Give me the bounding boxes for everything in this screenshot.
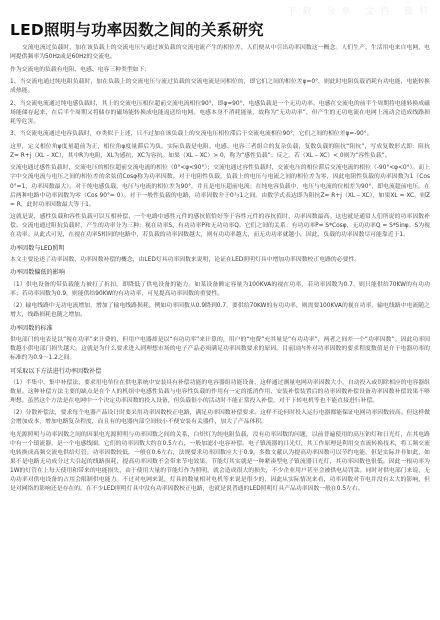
paragraph: （1）供电设备的带负载能力被打了折扣，即降低了供电设备的能力。如某设备额定容量为100KVA的视在功率，若功率因数为0.7，则只能供给70KW的有功功率；若功率因数为0.9，则能供给90KW的有功功率，可见提高功率因数的重要性。 bbox=[10, 281, 430, 297]
section-heading: 功率因数与LED照明 bbox=[10, 244, 65, 252]
document-title: LED照明与功率因数之间的关系研究 bbox=[10, 21, 264, 39]
watermark: 下载 分享 文档 资料 bbox=[287, 7, 434, 17]
paragraph: （2）分散补偿法，要求每个电器产品设计时要采用功率因数校正电路，满足功率因数补偿要求。这样不论何时投入运行电器都能保证电网功率因数较高。但这样做会增加成本，增加电路复杂程度，而且有的电器内部空间较小不便安装有关器件，加大了产品体积。 bbox=[10, 410, 430, 426]
paragraph: 这就是说，感性负载和容性负载可以互相补偿，一个电路中感性元件的感抗值恰好等于容性元件的容抗值时，功率因数最高。这也就是通常人们所说的功率因数补偿。交流电通过阻抗负载时，产生的功率分为三种：视在功率S、有功功率P和无功功率Q。它们之间的关系：有功功率P= S*Cosφ，无功功率Q = S*Sinφ。S为视在功率。从此式可见，在视在功率S相同的电路中，若负载的功率因数越大，则有功功率越大，而无功功率就越小。因此，负载的功率因数尽可能靠近于1。 bbox=[10, 214, 430, 239]
paragraph: 1、当交流电通过纯电阻负载时，加在负载上的交流电压与流过负载的交流电流是同相位的，即它们之间的相位差φ=0°，则此时电阻负载消耗有功电能，电能转换成热能。 bbox=[10, 79, 430, 95]
paragraph: （1）半集中、集中补偿法，要求用电单位在供电系统中安装具有补偿功能的电容器组功能设备，这样通过测量电网功率因数大小，自动投入或切除相应的电容器组数量。这种补偿方法主要的缺点是在个人的机组中电感性负载与电容性负载的作用有一定的抵消作用，安装补偿装置后的功率因数补偿设备功率因数补偿效果不够理想。虽然这个方法是在电网中一个决定功率因数的投入设备，但负载很小的活动时不能正常投入补偿，对于下转电机等也不能直接进行补偿。 bbox=[10, 379, 430, 404]
paragraph: 这里，定义相位角φ度量超前为正，相位角φ度量滞后为负。实际负载是电阻、电感、电容三者组合的复杂负载，复数负载的阻抗“阻抗”，写成复数形式即：阻抗Z= R+j（XL – XC），其中R为电阻，XL为感抗，XC为容抗。如果（XL – XC）> 0，称为“感性负载”；反之，若（XL – XC）< 0则为“容性负载”。 bbox=[10, 143, 430, 159]
paragraph: 本文主要论述了功率因数、功率因数补偿的概念，由LED灯具功率因数来说明，论证在LED照明灯具中增加功率因数校正电路的必要性。 bbox=[10, 257, 361, 263]
document-body bbox=[10, 44, 430, 498]
section-heading: 功率因数的标准 bbox=[10, 324, 53, 332]
paragraph: （2）输电线路中无功电流增加，增加了输电线路损耗。例如功率因数从0.9降到0.7，要供给70KW的有功功率，则需要100KVA的视在功率，输电线路中电流随之增大，线路损耗也随之增加。 bbox=[10, 303, 430, 319]
paragraph: 作为交流电的负载有电阻、电感、电容三种类型如下： bbox=[10, 66, 151, 73]
paragraph: 3、当交流电流通过电容负载时，亦类似于上述，只不过加在该负载上的交流电压相位滞后于交流电流相位90°，它们之间的相位差φ=-90°。 bbox=[10, 131, 373, 138]
paragraph: 供电部门的电表是以“视在功率”来计费的，但用户电器却是以“有功功率”来计算的，用户的“电费”充其量是“有功功率”，两者之间差一个“功率因数”。因此功率因数越小供电部门损失越大。这就是为什么要求进入到理想市场的电子产品必须满足功率因数要求的原因。目前国内外对功率因数的要求程度数值是介于电器功率的标准约为0.9～1.2之间。 bbox=[10, 336, 430, 362]
paragraph: 交流电流过负载时，加在该负载上的交流电压与通过该负载的交流电流产生的相位差，人们便从中引出功率因数这一概念。人们生产、生活用电来自电网，电网提供频率为50Hz或是60Hz的交流电。 bbox=[10, 45, 430, 61]
paragraph: 交流电通过感性负载时，交流电压的相位超前交流电流的相位（0°<φ<90°）；交流电通过容性负载时，交流电压的相位滞后交流电流的相位（-90°<φ<0°）。而上字中交流电流与电压之间的相位差的余弦值Cosφ称为功率因数。对于电阻性负载，负载上的电压与电流之间的相位差为零，因此电阻性负载的功率因数为1（Cos 0°=1，功率因数最大）。对于纯电感负载，电压与电流的相位差为90°，并且是电压超前电流；在纯电容负载中，电压与电流的位相差为90°，即电流超前电压。在后两种电路中功率因数为零（Cos 90°= 0）。对于一般性负载的电路，功率因数介于0与1之间。由数学式表达即为阻抗Z= R+j（XL – XC），如果XL = XC，则Z = R，此时功率因数最大等于1。 bbox=[10, 165, 430, 208]
section-heading: 可采取以下方法进行功率因数补偿 bbox=[10, 367, 102, 375]
paragraph: 2、当交流电流通过纯电感负载时，其上的交流电压相位超前交流电流相位90°，即φ=90°，电感负载是一个无功功率。电感在交流电的前半个周期将电能转换成磁场能储存起来，在后半个周期又将储存的磁场能转换成电能返送给电网。电感本身不消耗能量，故称为“无功功率”，但产生的无功电流在电网上流动会造成线路损耗等危害。 bbox=[10, 100, 430, 125]
paragraph: 电光源照明与功率因数之间的因果电光源照明与功率因数之间的关系，白炽灯为纯电阻负载，没有功率因数的问题，以前普遍使用的高压钠灯和日光灯，在其电路中有一个镇流器，是一个电感线圈，它们的功率因数大约在0.5左右，一般加滤小电容补偿。电子镇流器的日光灯，其工作原理是利用交直流转换技术，将工频交流电转换成高频交流电供给灯管。功率因数较低，一般在0.6左右，法规要求功率因数应大于0.9。多数文献认为提高功率因数可以节约电能，但是实际并非如此，如果不是电路无功成分过大引起的线路损耗，提高功率因数不会带来节电效果。节能灯其实就是一种紧凑型电子镇流器日光灯，其功率因数也很低。因此一根功率为1W的灯管在上每天使用和带来的电能损失，由于使用大量的节能灯作为照明，就会造成很大的损失，不少企业用户甚至会被供电局罚款。同时对供电部门来说，无功功率对供电设备的占用会限制供电能力。不过对电网来说，灯具的数量相对电机等来说是很少的，因此从实际情况来看，功率因数对节电并没有太大的影响，但是对网络的影响还是存在的。在不少LED照明灯具中没有功率因数校正电路，也就是说普通的LED照明灯具产品功率因数一般在0.5左右。 bbox=[10, 431, 430, 493]
section-heading: 功率因数偏低的影响 bbox=[10, 269, 65, 277]
